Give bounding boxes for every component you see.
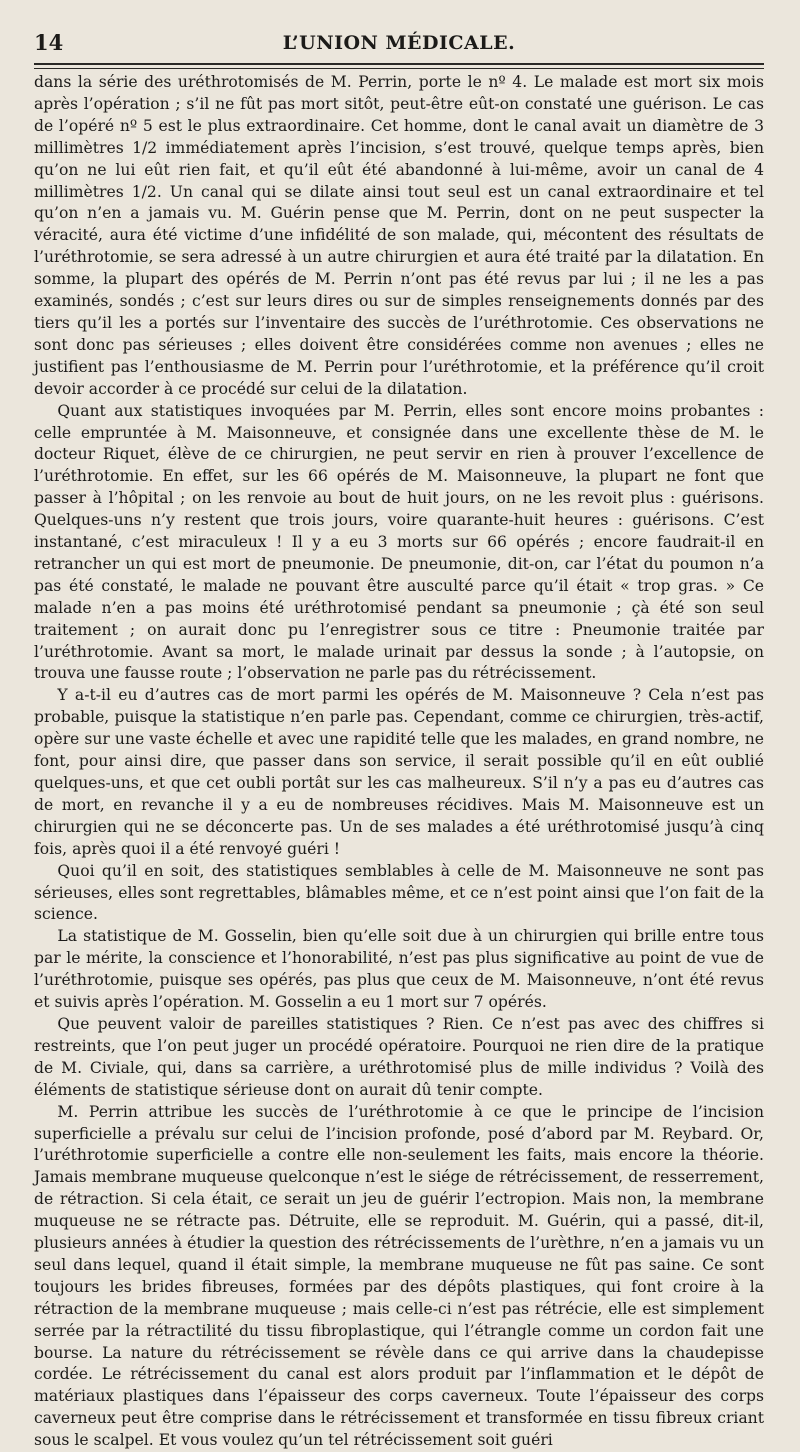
page-header	[34, 30, 764, 58]
body-text	[34, 72, 764, 1452]
paragraph: La statistique de M. Gosselin, bien qu’elle soit due à un chirurgien qui brille entre tous par le mérite, la conscience et l’honorabilité, n’est pas plus significative au point de vue de l’uréthrotomie, puisque ses opérés, pas plus que ceux de M. Maisonneuve, n’ont été revus et suivis après l’opération. M. Gosselin a eu 1 mort sur 7 opérés.	[34, 927, 764, 1012]
header-rule	[34, 63, 764, 69]
paragraph: Quoi qu’il en soit, des statistiques semblables à celle de M. Maisonneuve ne sont pas sérieuses, elles sont regrettables, blâmables même, et ce n’est point ainsi que l’on fait de la science.	[34, 861, 764, 924]
paragraph: Y a-t-il eu d’autres cas de mort parmi les opérés de M. Maisonneuve ? Cela n’est pas probable, puisque la statistique n’en parle pas. Cependant, comme ce chirurgien, très-actif, opère sur une vaste échelle et avec une rapidité telle que les malades, en grand nombre, ne font, pour ainsi dire, que passer dans son service, il serait possible qu’il en eût oublié quelques-uns, et que cet oubli portât sur les cas malheureux. S’il n’y a pas eu d’autres cas de mort, en revanche il y a eu de nombreuses récidives. Mais M. Maisonneuve est un chirurgien qui ne se déconcerte pas. Un de ses malades a été uréthrotomisé jusqu’à cinq fois, après quoi il a été renvoyé guéri !	[34, 686, 764, 858]
paragraph: M. Perrin attribue les succès de l’uréthrotomie à ce que le principe de l’incision superficielle a prévalu sur celui de l’incision profonde, posé d’abord par M. Reybard. Or, l’uréthrotomie superficielle a contre elle non-seulement les faits, mais encore la théorie. Jamais membrane muqueuse quelconque n’est le siége de rétrécissement, de resserrement, de rétraction. Si cela était, ce serait un jeu de guérir l’ectropion. Mais non, la membrane muqueuse ne se rétracte pas. Détruite, elle se reproduit. M. Guérin, qui a passé, dit-il, plusieurs années à étudier la question des rétrécissements de l’urèthre, n’en a jamais vu un seul dans lequel, quand il était simple, la membrane muqueuse ne fût pas saine. Ce sont toujours les brides fibreuses, formées par des dépôts plastiques, qui font croire à la rétraction de la membrane muqueuse ; mais celle-ci n’est pas rétrécie, elle est simplement serrée par la rétractilité du tissu fibroplastique, qui l’étrangle comme un cordon fait une bourse. La nature du rétrécissement se révèle dans ce qui arrive dans la chaudepisse cordée. Le rétrécissement du canal est alors produit par l’inflammation et le dépôt de matériaux plastiques dans l’épaisseur des corps caverneux. Toute l’épaisseur des corps caverneux peut être comprise dans le rétrécissement et transformée en tissu fibreux criant sous le scalpel. Et vous voulez qu’un tel rétrécissement soit guéri	[34, 1102, 764, 1450]
paragraph: Que peuvent valoir de pareilles statistiques ? Rien. Ce n’est pas avec des chiffres si restreints, que l’on peut juger un procédé opératoire. Pourquoi ne rien dire de la pratique de M. Civiale, qui, dans sa carrière, a uréthrotomisé plus de mille individus ? Voilà des éléments de statistique sérieuse dont on aurait dû tenir compte.	[34, 1014, 764, 1099]
paragraph: dans la série des uréthrotomisés de M. Perrin, porte le nº 4. Le malade est mort six mois après l’opération ; s’il ne fût pas mort sitôt, peut-être eût-on constaté une guérison. Le cas de l’opéré nº 5 est le plus extraordinaire. Cet homme, dont le canal avait un diamètre de 3 millimètres 1/2 immédiatement après l’incision, s’est trouvé, quelque temps après, bien qu’on ne lui eût rien fait, et qu’il eût été abandonné à lui-même, avoir un canal de 4 millimètres 1/2. Un canal qui se dilate ainsi tout seul est un canal extraordinaire et tel qu’on n’en a jamais vu. M. Guérin pense que M. Perrin, dont on ne peut suspecter la véracité, aura été victime d’une infidélité de son malade, qui, mécontent des résultats de l’uréthrotomie, se sera adressé à un autre chirurgien et aura été traité par la dilatation. En somme, la plupart des opérés de M. Perrin n’ont pas été revus par lui ; il ne les a pas examinés, sondés ; c’est sur leurs dires ou sur de simples renseignements donnés par des tiers qu’il les a portés sur l’inventaire des succès de l’uréthrotomie. Ces observations ne sont donc pas sérieuses ; elles doivent être considérées comme non avenues ; elles ne justifient pas l’enthousiasme de M. Perrin pour l’uréthrotomie, et la préférence qu’il croit devoir accorder à ce procédé sur celui de la dilatation.	[34, 73, 764, 398]
paragraph: Quant aux statistiques invoquées par M. Perrin, elles sont encore moins probantes : celle empruntée à M. Maisonneuve, et consignée dans une excellente thèse de M. le docteur Riquet, élève de ce chirurgien, ne peut servir en rien à prouver l’excellence de l’uréthrotomie. En effet, sur les 66 opérés de M. Maisonneuve, la plupart ne font que passer à l’hôpital ; on les renvoie au bout de huit jours, on ne les revoit plus : guérisons. Quelques-uns n’y restent que trois jours, voire quarante-huit heures : guérisons. C’est instantané, c’est miraculeux ! Il y a eu 3 morts sur 66 opérés ; encore faudrait-il en retrancher un qui est mort de pneumonie. De pneumonie, dit-on, car l’état du poumon n’a pas été constaté, le malade ne pouvant être ausculté parce qu’il était « trop gras. » Ce malade n’en a pas moins été uréthrotomisé pendant sa pneumonie ; çà été son seul traitement ; on aurait donc pu l’enregistrer sous ce titre : Pneumonie traitée par l’uréthrotomie. Avant sa mort, le malade urinait par dessus la sonde ; à l’autopsie, on trouva une fausse route ; l’observation ne parle pas du rétrécissement.	[34, 401, 764, 683]
running-title: L’UNION MÉDICALE.	[282, 32, 516, 54]
page-number: 14	[34, 30, 64, 55]
